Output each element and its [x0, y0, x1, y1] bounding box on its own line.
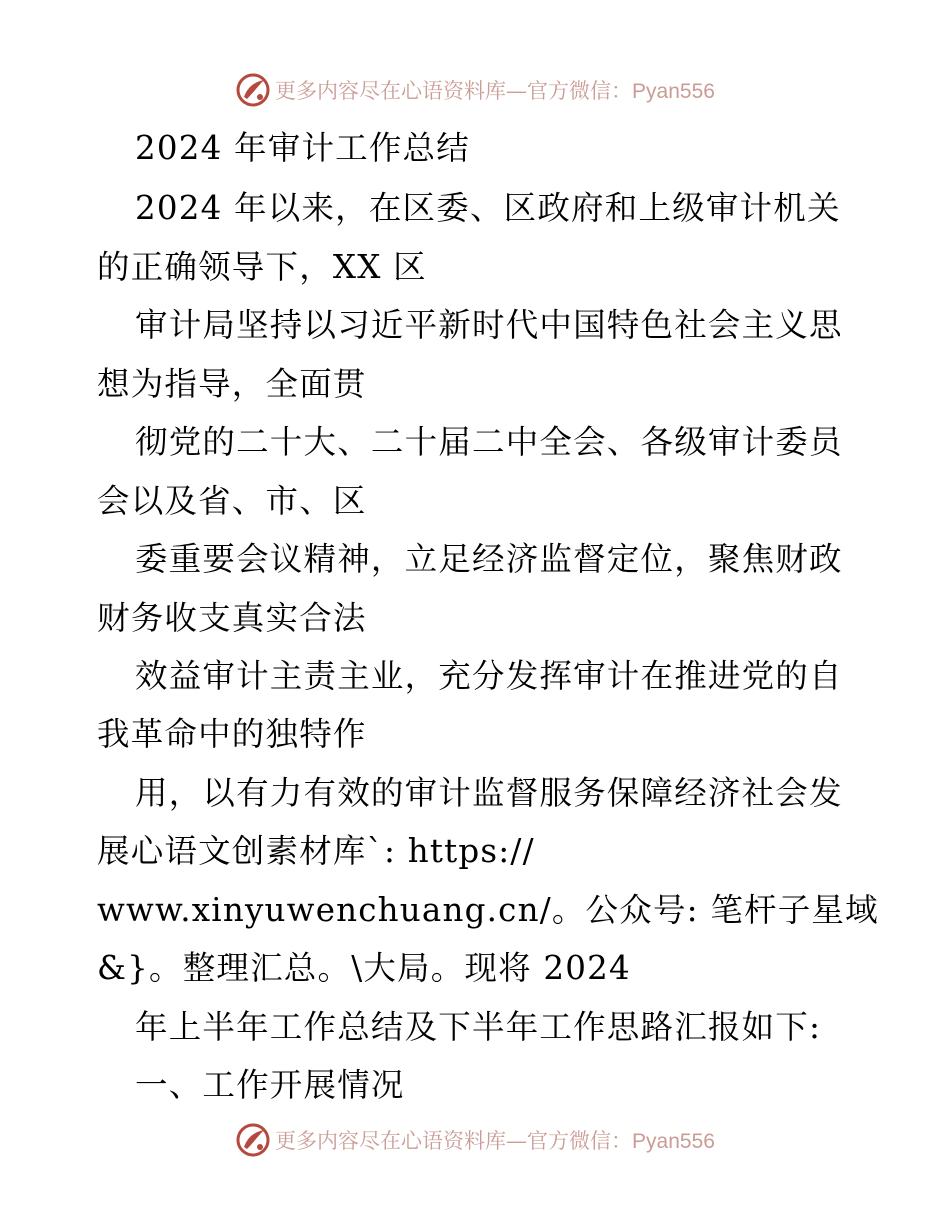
paragraph-line: &}。整理汇总。\大局。现将 2024 [97, 949, 631, 987]
paragraph-line: 彻党的二十大、二十届二中全会、各级审计委员 [135, 423, 843, 461]
paragraph-line: 展心语文创素材库`: https:// [97, 832, 535, 870]
paragraph-line: 2024 年以来，在区委、区政府和上级审计机关 [135, 189, 841, 227]
paragraph-line: 用，以有力有效的审计监督服务保障经济社会发 [135, 774, 843, 812]
section-heading: 一、工作开展情况 [135, 1066, 405, 1104]
paragraph-line: 审计局坚持以习近平新时代中国特色社会主义思 [135, 306, 843, 344]
header-watermark [0, 70, 950, 110]
paragraph-line: 财务收支真实合法 [97, 599, 367, 637]
footer-watermark [0, 1120, 950, 1160]
paragraph-line: www.xinyuwenchuang.cn/。公众号: 笔杆子星域 [97, 891, 879, 929]
paragraph-line: 会以及省、市、区 [97, 482, 367, 520]
watermark-text: 更多内容尽在心语资料库—官方微信：Pyan556 [275, 1129, 715, 1153]
paragraph-line: 委重要会议精神，立足经济监督定位，聚焦财政 [135, 540, 843, 578]
watermark-text: 更多内容尽在心语资料库—官方微信：Pyan556 [275, 79, 715, 103]
paragraph-line: 的正确领导下，XX 区 [97, 248, 427, 286]
paragraph-line: 我革命中的独特作 [97, 715, 367, 753]
paragraph-line: 年上半年工作总结及下半年工作思路汇报如下: [135, 1008, 822, 1046]
logo-icon [235, 1122, 271, 1158]
logo-icon [235, 72, 271, 108]
paragraph-line: 想为指导，全面贯 [97, 365, 367, 403]
document-title: 2024 年审计工作总结 [135, 129, 470, 167]
paragraph-line: 效益审计主责主业，充分发挥审计在推进党的自 [135, 657, 843, 695]
